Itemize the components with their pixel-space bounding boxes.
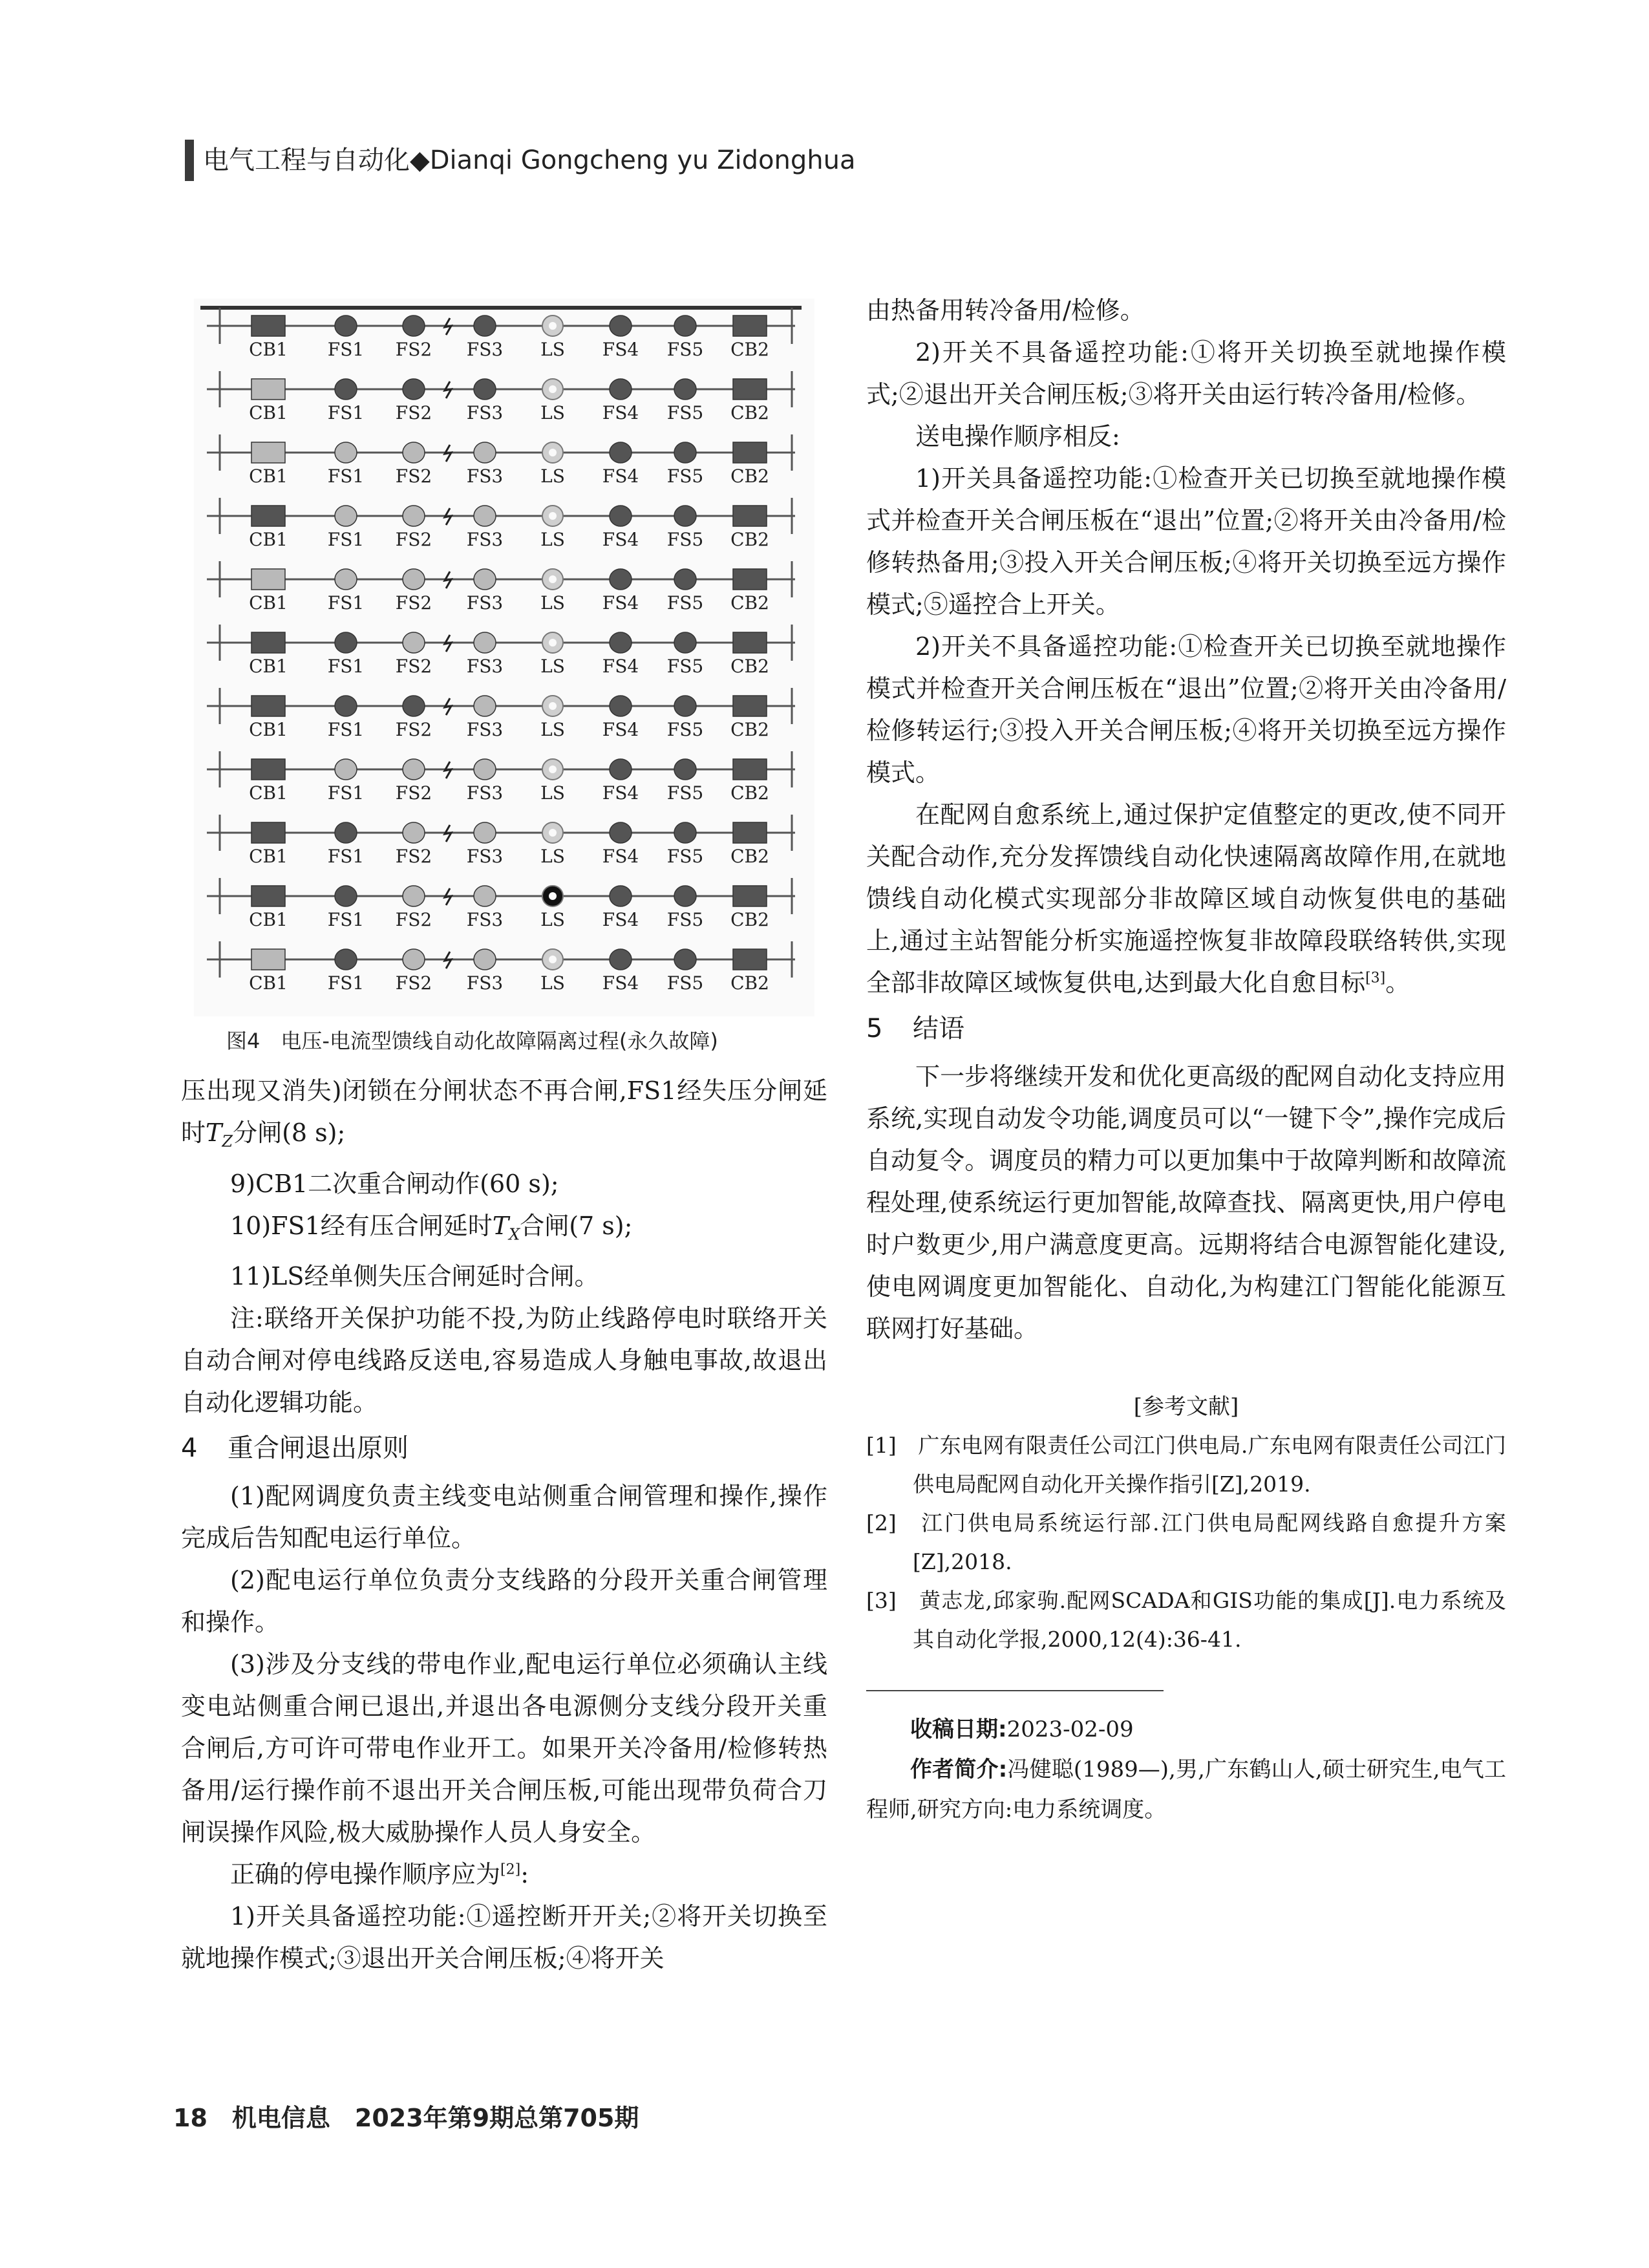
device-label: LS <box>540 846 565 867</box>
tie-switch-core <box>549 322 557 330</box>
breaker-symbol <box>251 822 285 843</box>
device-label: FS3 <box>466 465 504 487</box>
sectionalizer-symbol <box>610 506 632 526</box>
device-label: FS5 <box>666 402 704 423</box>
sectionalizer-symbol <box>474 886 496 906</box>
device-label: CB2 <box>730 972 769 994</box>
fault-icon <box>445 698 451 715</box>
section-title: 重合闸退出原则 <box>228 1433 409 1464</box>
fault-isolation-diagram <box>194 299 814 1016</box>
sectionalizer-symbol <box>335 949 357 970</box>
breaker-symbol <box>251 379 285 400</box>
sectionalizer-symbol <box>674 822 696 843</box>
text: 正确的停电操作顺序应为 <box>230 1860 501 1889</box>
breaker-symbol <box>733 696 767 716</box>
fault-icon <box>445 635 451 652</box>
device-label: LS <box>540 402 565 423</box>
sectionalizer-symbol <box>403 886 425 906</box>
list-item: 11)LS经单侧失压合闸延时合闸。 <box>230 1262 599 1291</box>
sectionalizer-symbol <box>335 886 357 906</box>
device-label: FS1 <box>327 972 365 994</box>
device-label: FS3 <box>466 656 504 677</box>
journal-header: 电气工程与自动化◆Dianqi Gongcheng yu Zidonghua <box>203 145 856 175</box>
references-title: [参考文献] <box>1133 1394 1239 1420</box>
text: 分闸(8 s); <box>233 1118 346 1147</box>
device-label: CB1 <box>249 402 288 423</box>
device-label: FS4 <box>602 656 639 677</box>
device-label: FS1 <box>327 782 365 804</box>
sectionalizer-symbol <box>610 442 632 463</box>
device-label: CB1 <box>249 846 288 867</box>
device-label: CB2 <box>730 592 769 614</box>
breaker-symbol <box>251 632 285 653</box>
text: 10)FS1经有压合闸延时 <box>230 1211 493 1240</box>
subscript: X <box>509 1225 520 1244</box>
device-label: FS2 <box>395 972 432 994</box>
device-label: FS3 <box>466 846 504 867</box>
text: : <box>520 1860 529 1889</box>
sectionalizer-symbol <box>610 696 632 716</box>
device-label: FS5 <box>666 592 704 614</box>
text: 在配网自愈系统上,通过保护定值整定的更改,使不同开关配合动作,充分发挥馈线自动化快速隔离故障作用,在就地馈线自动化模式实现部分非故障区域自动恢复供电的基础上,通过主站智能分析实施遥控恢复非故障段联络转供,实现全部非故障区域恢复供电,达到最大化自愈目标 <box>866 800 1506 997</box>
tie-switch-core <box>549 449 557 456</box>
device-label: FS3 <box>466 782 504 804</box>
reference-item: [1] 广东电网有限责任公司江门供电局.广东电网有限责任公司江门供电局配网自动化开关操作指引[Z],2019. <box>866 1433 1506 1497</box>
device-label: CB1 <box>249 972 288 994</box>
sectionalizer-symbol <box>474 569 496 590</box>
device-label: LS <box>540 465 565 487</box>
device-label: FS4 <box>602 339 639 360</box>
device-label: CB1 <box>249 592 288 614</box>
tie-switch-core <box>549 829 557 837</box>
device-label: FS1 <box>327 909 365 930</box>
device-label: CB2 <box>730 846 769 867</box>
paragraph: (3)涉及分支线的带电作业,配电运行单位必须确认主线变电站侧重合闸已退出,并退出各电源侧分支线分段开关重合闸后,方可许可带电作业开工。如果开关冷备用/检修转热备用/运行操作前不退出开关合闸压板,可能出现带负荷合刀闸误操作风险,极大威胁操作人员人身安全。 <box>181 1650 827 1847</box>
sectionalizer-symbol <box>674 442 696 463</box>
sectionalizer-symbol <box>403 759 425 780</box>
device-label: FS5 <box>666 465 704 487</box>
device-label: FS3 <box>466 972 504 994</box>
breaker-symbol <box>733 886 767 906</box>
sectionalizer-symbol <box>674 632 696 653</box>
sectionalizer-symbol <box>403 949 425 970</box>
section-heading-5 <box>866 1009 1506 1048</box>
device-label: CB1 <box>249 782 288 804</box>
sectionalizer-symbol <box>610 379 632 400</box>
section-title: 结语 <box>913 1014 964 1043</box>
tie-switch-core <box>549 512 557 520</box>
fault-icon <box>445 825 451 842</box>
sectionalizer-symbol <box>610 632 632 653</box>
sectionalizer-symbol <box>403 822 425 843</box>
fault-icon <box>445 572 451 588</box>
sectionalizer-symbol <box>403 632 425 653</box>
tie-switch-core <box>549 639 557 647</box>
device-label: FS3 <box>466 339 504 360</box>
device-label: CB1 <box>249 656 288 677</box>
device-label: FS3 <box>466 719 504 740</box>
breaker-symbol <box>733 632 767 653</box>
device-label: FS1 <box>327 529 365 550</box>
sectionalizer-symbol <box>335 759 357 780</box>
tie-switch-core <box>549 702 557 710</box>
device-label: FS3 <box>466 529 504 550</box>
sectionalizer-symbol <box>674 316 696 336</box>
device-label: CB1 <box>249 909 288 930</box>
breaker-symbol <box>733 949 767 970</box>
header-bar <box>185 140 194 181</box>
breaker-symbol <box>733 569 767 590</box>
paragraph: 2)开关不具备遥控功能:①将开关切换至就地操作模式;②退出开关合闸压板;③将开关由运行转冷备用/检修。 <box>866 338 1506 409</box>
note-paragraph: 注:联络开关保护功能不投,为防止线路停电时联络开关自动合闸对停电线路反送电,容易造成人身触电事故,故退出自动化逻辑功能。 <box>181 1304 827 1417</box>
sectionalizer-symbol <box>610 569 632 590</box>
paragraph: 送电操作顺序相反: <box>915 422 1120 451</box>
device-label: FS2 <box>395 782 432 804</box>
tie-switch-core <box>549 892 557 900</box>
device-label: FS5 <box>666 782 704 804</box>
sectionalizer-symbol <box>474 506 496 526</box>
sectionalizer-symbol <box>403 316 425 336</box>
sectionalizer-symbol <box>610 316 632 336</box>
breaker-symbol <box>251 949 285 970</box>
list-item: 9)CB1二次重合闸动作(60 s); <box>230 1169 559 1198</box>
subscript: Z <box>222 1132 233 1151</box>
received-date <box>866 1709 1506 1749</box>
breaker-symbol <box>251 316 285 336</box>
sectionalizer-symbol <box>403 506 425 526</box>
reference-item: [2] 江门供电局系统运行部.江门供电局配网线路自愈提升方案[Z],2018. <box>866 1510 1506 1574</box>
device-label: LS <box>540 972 565 994</box>
section-heading-4 <box>181 1429 827 1468</box>
paragraph: 下一步将继续开发和优化更高级的配网自动化支持应用系统,实现自动发令功能,调度员可以“一键下令”,操作完成后自动复令。调度员的精力可以更加集中于故障判断和故障流程处理,使系统运行更加智能,故障查找、隔离更快,用户停电时户数更少,用户满意度更高。远期将结合电源智能化建设,使电网调度更加智能化、自动化,为构建江门智能化能源互联网打好基础。 <box>866 1062 1506 1343</box>
device-label: FS1 <box>327 339 365 360</box>
sectionalizer-symbol <box>474 442 496 463</box>
device-label: CB2 <box>730 402 769 423</box>
sectionalizer-symbol <box>474 822 496 843</box>
sectionalizer-symbol <box>335 696 357 716</box>
citation: [3] <box>1365 970 1386 987</box>
device-label: CB2 <box>730 529 769 550</box>
breaker-symbol <box>733 759 767 780</box>
breaker-symbol <box>733 316 767 336</box>
reference-item: [3] 黄志龙,邱家驹.配网SCADA和GIS功能的集成[J].电力系统及其自动化学报,2000,12(4):36-41. <box>866 1588 1506 1652</box>
text: 压出现又消失)闭锁在分闸状态不再合闸,FS1经失压分闸延时 <box>181 1076 827 1147</box>
tie-switch-core <box>549 765 557 773</box>
device-label: FS1 <box>327 719 365 740</box>
value: 冯健聪(1989—),男,广东鹤山人,硕士研究生,电气工程师,研究方向:电力系统调度。 <box>866 1757 1506 1823</box>
paragraph: 2)开关不具备遥控功能:①检查开关已切换至就地操作模式并检查开关合闸压板在“退出”位置;②将开关由冷备用/检修转运行;③投入开关合闸压板;④将开关切换至远方操作模式。 <box>866 632 1506 787</box>
paragraph <box>181 1854 827 1896</box>
breaker-symbol <box>251 442 285 463</box>
sectionalizer-symbol <box>674 379 696 400</box>
sectionalizer-symbol <box>674 506 696 526</box>
sectionalizer-symbol <box>403 696 425 716</box>
device-label: CB1 <box>249 719 288 740</box>
sectionalizer-symbol <box>674 696 696 716</box>
device-label: LS <box>540 656 565 677</box>
breaker-symbol <box>251 506 285 526</box>
device-label: FS4 <box>602 846 639 867</box>
right-column <box>866 290 1506 1830</box>
device-label: FS5 <box>666 909 704 930</box>
breaker-symbol <box>251 759 285 780</box>
device-label: FS4 <box>602 719 639 740</box>
sectionalizer-symbol <box>403 569 425 590</box>
device-label: FS2 <box>395 529 432 550</box>
device-label: FS4 <box>602 972 639 994</box>
section-number: 5 <box>866 1014 883 1043</box>
paragraph: 由热备用转冷备用/检修。 <box>866 296 1145 325</box>
sectionalizer-symbol <box>674 569 696 590</box>
device-label: FS4 <box>602 909 639 930</box>
fault-icon <box>445 888 451 905</box>
figure-caption: 图4 电压-电流型馈线自动化故障隔离过程(永久故障) <box>226 1029 718 1053</box>
sectionalizer-symbol <box>474 316 496 336</box>
device-label: FS2 <box>395 719 432 740</box>
label: 作者简介: <box>910 1757 1008 1782</box>
device-label: FS1 <box>327 465 365 487</box>
paragraph <box>181 1070 827 1163</box>
device-label: CB2 <box>730 782 769 804</box>
device-label: FS3 <box>466 402 504 423</box>
sectionalizer-symbol <box>474 696 496 716</box>
fault-icon <box>445 445 451 462</box>
label: 收稿日期: <box>910 1717 1007 1742</box>
sectionalizer-symbol <box>403 442 425 463</box>
sectionalizer-symbol <box>610 949 632 970</box>
sectionalizer-symbol <box>610 822 632 843</box>
footnote-rule <box>866 1690 1164 1691</box>
variable: T <box>492 1211 509 1240</box>
fault-icon <box>445 508 451 525</box>
sectionalizer-symbol <box>335 632 357 653</box>
tie-switch-core <box>549 575 557 583</box>
paragraph: 1)开关具备遥控功能:①遥控断开开关;②将开关切换至就地操作模式;③退出开关合闸压板;④将开关 <box>181 1902 827 1973</box>
left-column <box>181 1070 827 1980</box>
sectionalizer-symbol <box>335 379 357 400</box>
device-label: FS2 <box>395 465 432 487</box>
device-label: FS1 <box>327 846 365 867</box>
device-label: LS <box>540 719 565 740</box>
tie-switch-core <box>549 956 557 963</box>
fault-icon <box>445 762 451 778</box>
author-bio <box>866 1749 1506 1830</box>
device-label: FS4 <box>602 402 639 423</box>
section-number: 4 <box>181 1433 198 1464</box>
breaker-symbol <box>733 506 767 526</box>
text: 。 <box>1385 968 1410 997</box>
paragraph: (2)配电运行单位负责分支线路的分段开关重合闸管理和操作。 <box>181 1566 827 1637</box>
device-label: FS5 <box>666 846 704 867</box>
sectionalizer-symbol <box>335 822 357 843</box>
sectionalizer-symbol <box>674 949 696 970</box>
fault-icon <box>445 318 451 335</box>
fault-icon <box>445 952 451 968</box>
device-label: FS1 <box>327 656 365 677</box>
breaker-symbol <box>251 569 285 590</box>
sectionalizer-symbol <box>474 949 496 970</box>
fault-icon <box>445 381 451 398</box>
device-label: CB2 <box>730 909 769 930</box>
device-label: FS1 <box>327 592 365 614</box>
sectionalizer-symbol <box>335 506 357 526</box>
device-label: FS2 <box>395 846 432 867</box>
device-label: LS <box>540 339 565 360</box>
device-label: CB1 <box>249 465 288 487</box>
sectionalizer-symbol <box>335 569 357 590</box>
device-label: FS5 <box>666 339 704 360</box>
device-label: LS <box>540 592 565 614</box>
device-label: FS5 <box>666 656 704 677</box>
tie-switch-core <box>549 385 557 393</box>
device-label: LS <box>540 529 565 550</box>
breaker-symbol <box>733 442 767 463</box>
text: 合闸(7 s); <box>520 1211 633 1240</box>
sectionalizer-symbol <box>474 759 496 780</box>
device-label: CB2 <box>730 339 769 360</box>
device-label: FS5 <box>666 972 704 994</box>
device-label: CB2 <box>730 656 769 677</box>
device-label: FS5 <box>666 719 704 740</box>
device-label: FS4 <box>602 782 639 804</box>
sectionalizer-symbol <box>610 886 632 906</box>
device-label: FS1 <box>327 402 365 423</box>
sectionalizer-symbol <box>335 316 357 336</box>
device-label: FS2 <box>395 909 432 930</box>
breaker-symbol <box>733 822 767 843</box>
device-label: FS4 <box>602 529 639 550</box>
page-footer: 18 机电信息 2023年第9期总第705期 <box>173 2104 639 2132</box>
device-label: FS4 <box>602 465 639 487</box>
list-item <box>181 1205 827 1256</box>
device-label: LS <box>540 909 565 930</box>
device-label: FS5 <box>666 529 704 550</box>
breaker-symbol <box>733 379 767 400</box>
paragraph: 1)开关具备遥控功能:①检查开关已切换至就地操作模式并检查开关合闸压板在“退出”位置;②将开关由冷备用/检修转热备用;③投入开关合闸压板;④将开关切换至远方操作模式;⑤遥控合上开关。 <box>866 464 1506 619</box>
figure-4 <box>194 299 814 1016</box>
device-label: FS3 <box>466 909 504 930</box>
breaker-symbol <box>251 886 285 906</box>
paragraph <box>866 794 1506 1004</box>
paragraph: (1)配网调度负责主线变电站侧重合闸管理和操作,操作完成后告知配电运行单位。 <box>181 1482 827 1553</box>
device-label: FS2 <box>395 656 432 677</box>
sectionalizer-symbol <box>403 379 425 400</box>
value: 2023-02-09 <box>1006 1717 1134 1742</box>
citation: [2] <box>500 1861 521 1878</box>
sectionalizer-symbol <box>335 442 357 463</box>
device-label: FS3 <box>466 592 504 614</box>
device-label: LS <box>540 782 565 804</box>
sectionalizer-symbol <box>474 379 496 400</box>
device-label: CB1 <box>249 339 288 360</box>
device-label: CB2 <box>730 465 769 487</box>
device-label: FS4 <box>602 592 639 614</box>
sectionalizer-symbol <box>474 632 496 653</box>
device-label: CB1 <box>249 529 288 550</box>
variable: T <box>206 1118 222 1147</box>
device-label: FS2 <box>395 339 432 360</box>
device-label: FS2 <box>395 402 432 423</box>
sectionalizer-symbol <box>610 759 632 780</box>
sectionalizer-symbol <box>674 759 696 780</box>
device-label: FS2 <box>395 592 432 614</box>
sectionalizer-symbol <box>674 886 696 906</box>
device-label: CB2 <box>730 719 769 740</box>
breaker-symbol <box>251 696 285 716</box>
